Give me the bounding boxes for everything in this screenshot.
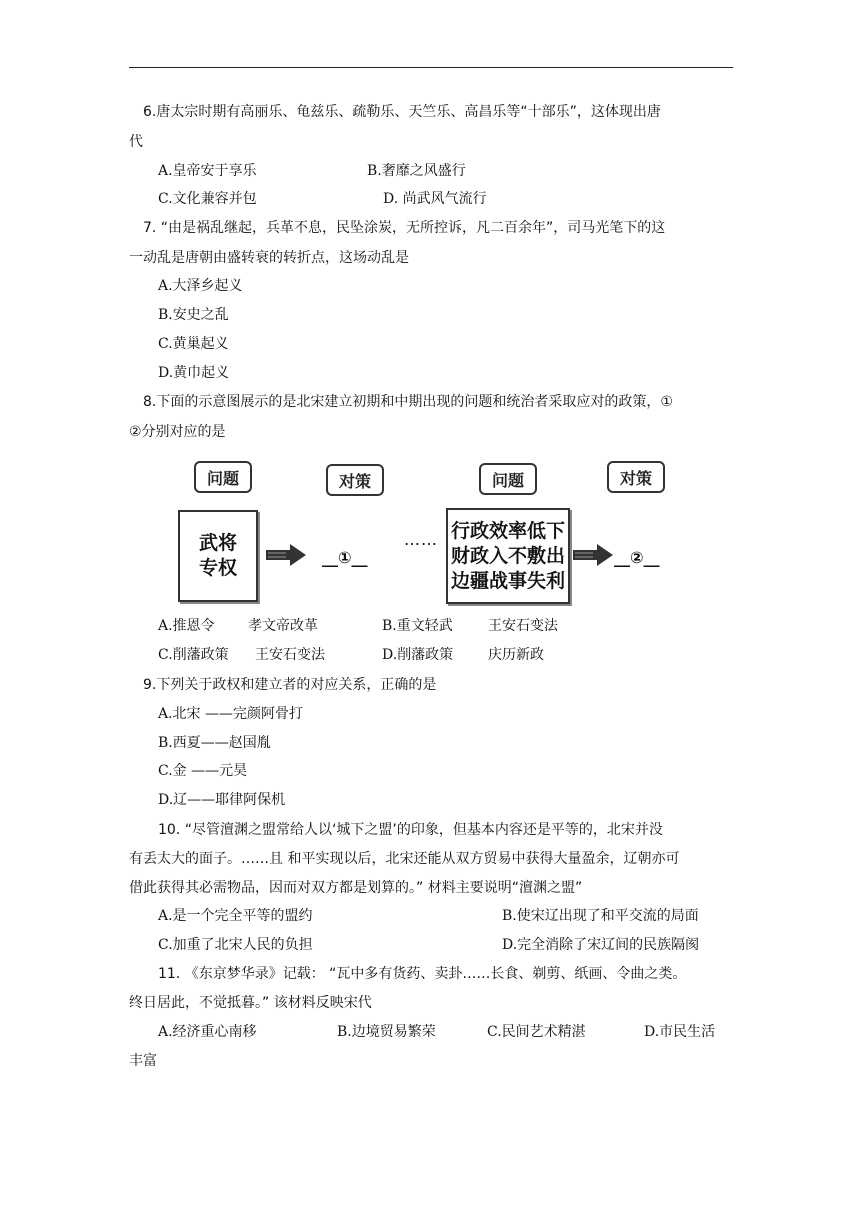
q10-option-b: B.使宋辽出现了和平交流的局面 xyxy=(502,908,699,924)
q11-option-c: C.民间艺术精湛 xyxy=(487,1024,586,1040)
q8-option-b2: 王安石变法 xyxy=(488,618,558,634)
q7-option-c: C.黄巢起义 xyxy=(158,336,229,352)
q10-option-c: C.加重了北宋人民的负担 xyxy=(158,937,313,953)
q8-option-d2: 庆历新政 xyxy=(488,647,544,663)
q11-option-b: B.边境贸易繁荣 xyxy=(337,1024,436,1040)
q6-option-b: B.奢靡之风盛行 xyxy=(367,163,466,179)
problem-early-line1: 武将 xyxy=(198,532,237,554)
problem-early-line2: 专权 xyxy=(198,557,237,579)
q6-option-d: D. 尚武风气流行 xyxy=(383,191,487,207)
q7-option-d: D.黄巾起义 xyxy=(158,365,230,381)
diagram-label-measure-1: 对策 xyxy=(326,464,384,496)
problem-box-middle xyxy=(446,508,570,604)
q8-option-a2: 孝文帝改革 xyxy=(248,618,318,634)
problem-middle-line2: 财政入不敷出 xyxy=(450,544,565,567)
q6-option-a: A.皇帝安于享乐 xyxy=(158,163,257,179)
q6-stem-line2: 代 xyxy=(129,134,143,150)
q11-option-d-continued: 丰富 xyxy=(129,1053,157,1069)
q8-option-b1: B.重文轻武 xyxy=(382,618,453,634)
q11-option-d: D.市民生活 xyxy=(644,1024,716,1040)
measure-blank-2: __②__ xyxy=(614,548,660,567)
q8-option-c1: C.削藩政策 xyxy=(158,647,229,663)
q9-option-c: C.金 ——元昊 xyxy=(158,763,248,779)
diagram-label-problem-2: 问题 xyxy=(479,463,537,495)
q9-stem: 9.下列关于政权和建立者的对应关系，正确的是 xyxy=(143,677,437,693)
q10-stem-line1: 10. “尽管澶渊之盟常给人以‘城下之盟’的印象，但基本内容还是平等的，北宋并没 xyxy=(158,822,663,838)
q11-stem-line2: 终日居此，不觉抵暮。” 该材料反映宋代 xyxy=(129,995,372,1011)
q10-stem-line3: 借此获得其必需物品，因而对双方都是划算的。” 材料主要说明“澶渊之盟” xyxy=(129,880,583,896)
q9-option-b: B.西夏——赵国胤 xyxy=(158,735,271,751)
q9-option-a: A.北宋 ——完颜阿骨打 xyxy=(158,706,304,722)
diagram-label-measure-2: 对策 xyxy=(607,461,665,493)
q8-option-a1: A.推恩令 xyxy=(158,618,215,634)
q8-stem-line2: ②分别对应的是 xyxy=(129,424,226,440)
measure-blank-1: __①__ xyxy=(322,548,368,567)
q10-stem-line2: 有丢太大的面子。……且 和平实现以后，北宋还能从双方贸易中获得大量盈余，辽朝亦可 xyxy=(129,851,680,867)
q6-stem-line1: 6.唐太宗时期有高丽乐、龟兹乐、疏勒乐、天竺乐、高昌乐等“十部乐”，这体现出唐 xyxy=(143,104,661,120)
problem-middle-line1: 行政效率低下 xyxy=(450,519,565,542)
q7-stem-line2: 一动乱是唐朝由盛转衰的转折点，这场动乱是 xyxy=(129,250,409,266)
q7-option-a: A.大泽乡起义 xyxy=(158,278,243,294)
q7-stem-line1: 7. “由是祸乱继起，兵革不息，民坠涂炭，无所控诉，凡二百余年”，司马光笔下的这 xyxy=(143,220,666,236)
header-rule xyxy=(129,67,733,68)
q8-option-c2: 王安石变法 xyxy=(255,647,325,663)
problem-middle-line3: 边疆战事失利 xyxy=(450,569,565,592)
q6-option-c: C.文化兼容并包 xyxy=(158,191,257,207)
diagram-ellipsis: …… xyxy=(404,530,438,549)
arrow-right-icon xyxy=(573,544,613,566)
q8-option-d1: D.削藩政策 xyxy=(382,647,454,663)
q8-stem-line1: 8.下面的示意图展示的是北宋建立初期和中期出现的问题和统治者采取应对的政策，① xyxy=(143,394,673,410)
q7-option-b: B.安史之乱 xyxy=(158,307,229,323)
q11-option-a: A.经济重心南移 xyxy=(158,1024,257,1040)
q10-option-a: A.是一个完全平等的盟约 xyxy=(158,908,313,924)
q10-option-d: D.完全消除了宋辽间的民族隔阂 xyxy=(502,937,700,953)
q9-option-d: D.辽——耶律阿保机 xyxy=(158,792,286,808)
arrow-right-icon xyxy=(266,544,306,566)
diagram-label-problem-1: 问题 xyxy=(194,461,252,493)
problem-box-early xyxy=(178,510,258,602)
q11-stem-line1: 11. 《东京梦华录》记载： “瓦中多有货药、卖卦……长食、剃剪、纸画、令曲之类。 xyxy=(158,966,687,982)
